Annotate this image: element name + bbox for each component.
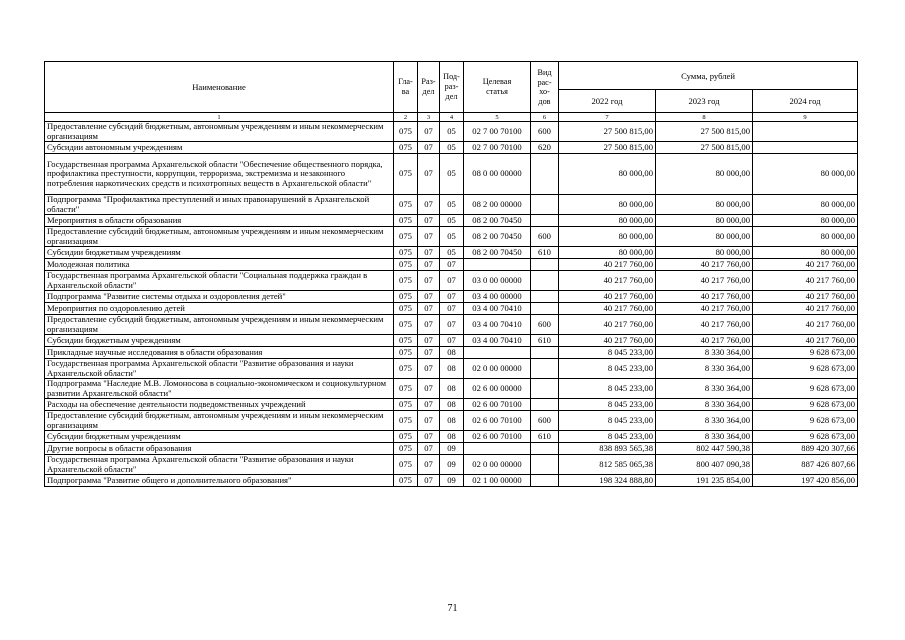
row-target-article: 03 4 00 70410 [464, 315, 531, 335]
row-glava: 075 [394, 455, 418, 475]
header-podrazdel: Под- раз- дел [440, 62, 464, 113]
row-sum-2022: 198 324 888,80 [559, 475, 656, 487]
row-razdel: 07 [418, 335, 440, 347]
row-target-article: 02 6 00 00000 [464, 379, 531, 399]
row-sum-2022: 812 585 065,38 [559, 455, 656, 475]
row-sum-2023: 80 000,00 [656, 227, 753, 247]
table-row [45, 431, 858, 443]
row-sum-2022: 40 217 760,00 [559, 271, 656, 291]
row-expense-type: 610 [531, 431, 559, 443]
row-name: Предоставление субсидий бюджетным, автономным учреждениям и иным некоммерческим организациям [45, 227, 394, 247]
row-podrazdel: 07 [440, 271, 464, 291]
header-sum: Сумма, рублей [559, 62, 858, 90]
row-sum-2024: 80 000,00 [753, 154, 858, 195]
row-name: Подпрограмма "Наследие М.В. Ломоносова в социально-экономическом и социокультурном развитии Архангельской области" [45, 379, 394, 399]
row-podrazdel: 08 [440, 399, 464, 411]
row-name: Государственная программа Архангельской области "Обеспечение общественного порядка, профилактика преступности, коррупции, терроризма, экстремизма и незаконного потребления наркотических средств и психотропных веществ в Архангельской области" [45, 154, 394, 195]
row-sum-2023: 80 000,00 [656, 195, 753, 215]
row-sum-2022: 8 045 233,00 [559, 431, 656, 443]
row-target-article [464, 259, 531, 271]
row-sum-2022: 40 217 760,00 [559, 291, 656, 303]
row-glava: 075 [394, 142, 418, 154]
row-glava: 075 [394, 335, 418, 347]
row-razdel: 07 [418, 122, 440, 142]
row-target-article: 02 0 00 00000 [464, 359, 531, 379]
row-podrazdel: 08 [440, 359, 464, 379]
row-sum-2022: 80 000,00 [559, 215, 656, 227]
row-glava: 075 [394, 227, 418, 247]
row-glava: 075 [394, 347, 418, 359]
index-cell: 9 [753, 113, 858, 122]
row-target-article: 02 1 00 00000 [464, 475, 531, 487]
row-podrazdel: 07 [440, 259, 464, 271]
row-name: Расходы на обеспечение деятельности подведомственных учреждений [45, 399, 394, 411]
row-expense-type [531, 455, 559, 475]
row-podrazdel: 07 [440, 335, 464, 347]
row-expense-type: 600 [531, 227, 559, 247]
row-sum-2024: 889 420 307,66 [753, 443, 858, 455]
row-sum-2023: 40 217 760,00 [656, 303, 753, 315]
row-podrazdel: 05 [440, 142, 464, 154]
row-razdel: 07 [418, 195, 440, 215]
row-sum-2023: 800 407 090,38 [656, 455, 753, 475]
row-glava: 075 [394, 359, 418, 379]
row-sum-2023: 8 330 364,00 [656, 379, 753, 399]
row-glava: 075 [394, 154, 418, 195]
row-razdel: 07 [418, 359, 440, 379]
table-row [45, 399, 858, 411]
row-expense-type: 620 [531, 142, 559, 154]
row-sum-2024: 9 628 673,00 [753, 399, 858, 411]
index-cell: 1 [45, 113, 394, 122]
row-target-article [464, 443, 531, 455]
row-sum-2022: 80 000,00 [559, 247, 656, 259]
row-sum-2023: 40 217 760,00 [656, 291, 753, 303]
table-row [45, 411, 858, 431]
row-sum-2023: 802 447 590,38 [656, 443, 753, 455]
row-podrazdel: 08 [440, 411, 464, 431]
row-expense-type: 610 [531, 335, 559, 347]
row-razdel: 07 [418, 215, 440, 227]
row-name: Государственная программа Архангельской области "Развитие образования и науки Архангельской области" [45, 455, 394, 475]
row-sum-2022: 27 500 815,00 [559, 142, 656, 154]
index-cell: 5 [464, 113, 531, 122]
row-podrazdel: 05 [440, 122, 464, 142]
row-podrazdel: 05 [440, 215, 464, 227]
row-sum-2022: 80 000,00 [559, 227, 656, 247]
row-sum-2024: 40 217 760,00 [753, 271, 858, 291]
row-expense-type [531, 215, 559, 227]
row-podrazdel: 08 [440, 431, 464, 443]
page-number: 71 [447, 603, 458, 614]
row-target-article: 02 0 00 00000 [464, 455, 531, 475]
row-expense-type [531, 195, 559, 215]
row-glava: 075 [394, 122, 418, 142]
index-row [45, 113, 858, 122]
header-2024: 2024 год [753, 90, 858, 113]
row-expense-type [531, 303, 559, 315]
row-name: Прикладные научные исследования в области образования [45, 347, 394, 359]
table-row [45, 455, 858, 475]
row-name: Подпрограмма "Профилактика преступлений и иных правонарушений в Архангельской области" [45, 195, 394, 215]
table-row [45, 443, 858, 455]
row-name: Субсидии бюджетным учреждениям [45, 431, 394, 443]
row-glava: 075 [394, 247, 418, 259]
row-target-article: 02 6 00 70100 [464, 431, 531, 443]
index-cell: 3 [418, 113, 440, 122]
row-expense-type: 600 [531, 315, 559, 335]
row-sum-2023: 8 330 364,00 [656, 399, 753, 411]
row-sum-2022: 8 045 233,00 [559, 411, 656, 431]
row-sum-2023: 8 330 364,00 [656, 431, 753, 443]
row-sum-2024: 9 628 673,00 [753, 379, 858, 399]
header-article: Целевая статья [464, 62, 531, 113]
row-expense-type: 610 [531, 247, 559, 259]
row-sum-2022: 40 217 760,00 [559, 315, 656, 335]
row-sum-2024: 40 217 760,00 [753, 315, 858, 335]
row-sum-2022: 40 217 760,00 [559, 259, 656, 271]
row-expense-type [531, 154, 559, 195]
row-sum-2022: 8 045 233,00 [559, 347, 656, 359]
row-razdel: 07 [418, 303, 440, 315]
row-razdel: 07 [418, 154, 440, 195]
row-target-article: 08 2 00 00000 [464, 195, 531, 215]
row-name: Субсидии бюджетным учреждениям [45, 335, 394, 347]
row-sum-2024: 40 217 760,00 [753, 335, 858, 347]
row-sum-2023: 8 330 364,00 [656, 347, 753, 359]
row-glava: 075 [394, 443, 418, 455]
row-expense-type: 600 [531, 411, 559, 431]
row-sum-2023: 80 000,00 [656, 154, 753, 195]
row-podrazdel: 05 [440, 195, 464, 215]
row-expense-type [531, 475, 559, 487]
row-razdel: 07 [418, 247, 440, 259]
row-expense-type: 600 [531, 122, 559, 142]
row-razdel: 07 [418, 315, 440, 335]
row-sum-2023: 27 500 815,00 [656, 122, 753, 142]
header-razdel: Раз- дел [418, 62, 440, 113]
row-name: Молодежная политика [45, 259, 394, 271]
row-sum-2023: 80 000,00 [656, 215, 753, 227]
row-sum-2022: 838 893 565,38 [559, 443, 656, 455]
row-sum-2024: 887 426 807,66 [753, 455, 858, 475]
index-cell: 2 [394, 113, 418, 122]
row-name: Государственная программа Архангельской области "Развитие образования и науки Архангельской области" [45, 359, 394, 379]
table-row [45, 303, 858, 315]
row-sum-2023: 191 235 854,00 [656, 475, 753, 487]
row-razdel: 07 [418, 259, 440, 271]
row-razdel: 07 [418, 475, 440, 487]
row-podrazdel: 09 [440, 455, 464, 475]
row-razdel: 07 [418, 455, 440, 475]
row-target-article: 03 4 00 70410 [464, 335, 531, 347]
row-glava: 075 [394, 411, 418, 431]
row-name: Мероприятия по оздоровлению детей [45, 303, 394, 315]
table-row [45, 142, 858, 154]
row-sum-2023: 8 330 364,00 [656, 359, 753, 379]
row-name: Мероприятия в области образования [45, 215, 394, 227]
row-name: Подпрограмма "Развитие системы отдыха и оздоровления детей" [45, 291, 394, 303]
row-expense-type [531, 443, 559, 455]
row-podrazdel: 08 [440, 379, 464, 399]
row-expense-type [531, 271, 559, 291]
row-glava: 075 [394, 431, 418, 443]
header-2022: 2022 год [559, 90, 656, 113]
row-target-article: 03 0 00 00000 [464, 271, 531, 291]
row-podrazdel: 08 [440, 347, 464, 359]
index-cell: 6 [531, 113, 559, 122]
row-podrazdel: 07 [440, 315, 464, 335]
row-podrazdel: 05 [440, 154, 464, 195]
table-row [45, 154, 858, 195]
row-sum-2022: 80 000,00 [559, 154, 656, 195]
row-target-article: 08 2 00 70450 [464, 247, 531, 259]
row-sum-2022: 27 500 815,00 [559, 122, 656, 142]
row-target-article: 02 6 00 70100 [464, 411, 531, 431]
row-razdel: 07 [418, 271, 440, 291]
row-glava: 075 [394, 379, 418, 399]
row-glava: 075 [394, 215, 418, 227]
row-sum-2024: 40 217 760,00 [753, 259, 858, 271]
row-sum-2024: 80 000,00 [753, 227, 858, 247]
budget-table [44, 61, 858, 487]
index-cell: 7 [559, 113, 656, 122]
row-razdel: 07 [418, 443, 440, 455]
row-sum-2024: 40 217 760,00 [753, 303, 858, 315]
table-header [45, 62, 858, 122]
table-row [45, 347, 858, 359]
row-sum-2024: 197 420 856,00 [753, 475, 858, 487]
row-glava: 075 [394, 315, 418, 335]
row-sum-2024: 80 000,00 [753, 247, 858, 259]
row-target-article: 03 4 00 70410 [464, 303, 531, 315]
table-row [45, 379, 858, 399]
row-sum-2024: 40 217 760,00 [753, 291, 858, 303]
row-razdel: 07 [418, 142, 440, 154]
row-sum-2024 [753, 142, 858, 154]
row-sum-2024: 9 628 673,00 [753, 359, 858, 379]
row-glava: 075 [394, 303, 418, 315]
row-razdel: 07 [418, 379, 440, 399]
index-cell: 4 [440, 113, 464, 122]
table-row [45, 227, 858, 247]
row-sum-2022: 8 045 233,00 [559, 399, 656, 411]
row-sum-2022: 40 217 760,00 [559, 335, 656, 347]
row-sum-2023: 40 217 760,00 [656, 335, 753, 347]
row-sum-2024: 80 000,00 [753, 195, 858, 215]
row-razdel: 07 [418, 291, 440, 303]
row-sum-2024: 9 628 673,00 [753, 431, 858, 443]
table-row [45, 291, 858, 303]
table-body [45, 122, 858, 487]
header-2023: 2023 год [656, 90, 753, 113]
table-row [45, 122, 858, 142]
table-row [45, 335, 858, 347]
row-target-article: 08 2 00 70450 [464, 227, 531, 247]
row-name: Субсидии автономным учреждениям [45, 142, 394, 154]
table-row [45, 359, 858, 379]
row-sum-2022: 80 000,00 [559, 195, 656, 215]
row-sum-2024: 9 628 673,00 [753, 347, 858, 359]
table-row [45, 475, 858, 487]
row-sum-2023: 8 330 364,00 [656, 411, 753, 431]
row-sum-2024 [753, 122, 858, 142]
row-name: Предоставление субсидий бюджетным, автономным учреждениям и иным некоммерческим организациям [45, 411, 394, 431]
row-podrazdel: 07 [440, 291, 464, 303]
row-expense-type [531, 347, 559, 359]
row-razdel: 07 [418, 227, 440, 247]
row-razdel: 07 [418, 431, 440, 443]
row-expense-type [531, 259, 559, 271]
header-glava: Гла- ва [394, 62, 418, 113]
row-glava: 075 [394, 399, 418, 411]
index-cell: 8 [656, 113, 753, 122]
row-glava: 075 [394, 271, 418, 291]
row-name: Предоставление субсидий бюджетным, автономным учреждениям и иным некоммерческим организациям [45, 122, 394, 142]
row-sum-2023: 40 217 760,00 [656, 271, 753, 291]
row-target-article: 03 4 00 00000 [464, 291, 531, 303]
row-target-article: 02 6 00 70100 [464, 399, 531, 411]
row-target-article: 08 0 00 00000 [464, 154, 531, 195]
row-sum-2023: 40 217 760,00 [656, 259, 753, 271]
row-podrazdel: 09 [440, 475, 464, 487]
row-target-article: 02 7 00 70100 [464, 142, 531, 154]
table-row [45, 271, 858, 291]
row-sum-2022: 40 217 760,00 [559, 303, 656, 315]
row-podrazdel: 09 [440, 443, 464, 455]
row-target-article: 02 7 00 70100 [464, 122, 531, 142]
row-glava: 075 [394, 259, 418, 271]
row-name: Субсидии бюджетным учреждениям [45, 247, 394, 259]
row-target-article: 08 2 00 70450 [464, 215, 531, 227]
row-sum-2023: 27 500 815,00 [656, 142, 753, 154]
table-row [45, 315, 858, 335]
row-target-article [464, 347, 531, 359]
row-expense-type [531, 379, 559, 399]
row-sum-2024: 9 628 673,00 [753, 411, 858, 431]
table-row [45, 247, 858, 259]
row-expense-type [531, 291, 559, 303]
header-name: Наименование [45, 62, 394, 113]
row-sum-2022: 8 045 233,00 [559, 359, 656, 379]
table-row [45, 215, 858, 227]
row-glava: 075 [394, 195, 418, 215]
row-name: Подпрограмма "Развитие общего и дополнительного образования" [45, 475, 394, 487]
table-row [45, 195, 858, 215]
row-expense-type [531, 399, 559, 411]
row-expense-type [531, 359, 559, 379]
row-sum-2023: 40 217 760,00 [656, 315, 753, 335]
row-podrazdel: 05 [440, 247, 464, 259]
row-sum-2024: 80 000,00 [753, 215, 858, 227]
row-sum-2023: 80 000,00 [656, 247, 753, 259]
row-name: Другие вопросы в области образования [45, 443, 394, 455]
row-razdel: 07 [418, 411, 440, 431]
row-razdel: 07 [418, 399, 440, 411]
row-glava: 075 [394, 475, 418, 487]
row-name: Предоставление субсидий бюджетным, автономным учреждениям и иным некоммерческим организациям [45, 315, 394, 335]
row-razdel: 07 [418, 347, 440, 359]
row-podrazdel: 07 [440, 303, 464, 315]
table-row [45, 259, 858, 271]
row-glava: 075 [394, 291, 418, 303]
header-vid: Вид рас- хо- дов [531, 62, 559, 113]
row-podrazdel: 05 [440, 227, 464, 247]
row-sum-2022: 8 045 233,00 [559, 379, 656, 399]
row-name: Государственная программа Архангельской области "Социальная поддержка граждан в Архангельской области" [45, 271, 394, 291]
